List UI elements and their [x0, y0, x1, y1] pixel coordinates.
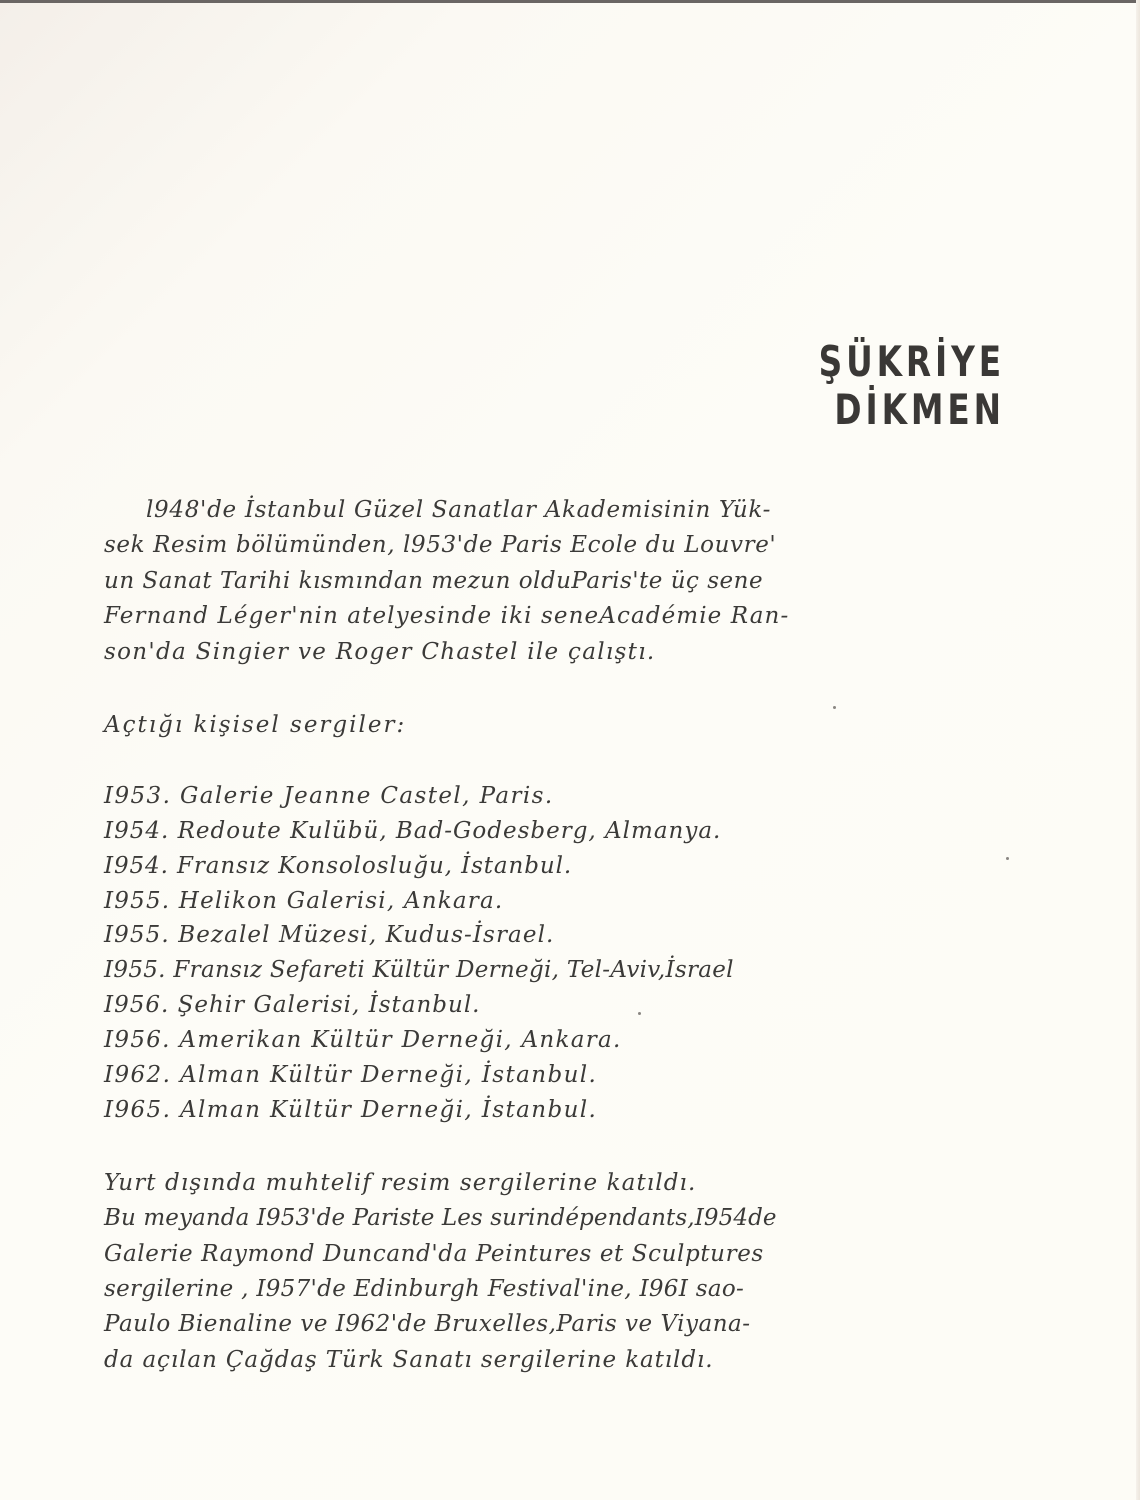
page-top-edge	[0, 0, 1140, 3]
exhibitions-heading: Açtığı kişisel sergiler:	[104, 712, 407, 738]
bio-line: Fernand Léger'nin atelyesinde iki seneAcadémie Ran-	[104, 603, 790, 629]
exhibition-item: I955. Bezalel Müzesi, Kudus-İsrael.	[104, 922, 555, 948]
artist-name-heading	[819, 338, 1005, 434]
exhibition-item: I962. Alman Kültür Derneği, İstanbul.	[104, 1062, 598, 1088]
bio-line: un Sanat Tarihi kısmından mezun olduParis'te üç sene	[104, 568, 764, 594]
page-right-edge	[1136, 0, 1140, 1500]
exhibition-item: I954. Redoute Kulübü, Bad-Godesberg, Almanya.	[104, 818, 722, 844]
exhibition-item: I965. Alman Kültür Derneği, İstanbul.	[104, 1097, 598, 1123]
exhibition-item: I954. Fransız Konsolosluğu, İstanbul.	[104, 853, 573, 879]
bio-line: son'da Singier ve Roger Chastel ile çalıştı.	[104, 639, 656, 665]
group-line: Paulo Bienaline ve I962'de Bruxelles,Paris ve Viyana-	[104, 1311, 751, 1337]
group-line: Yurt dışında muhtelif resim sergilerine katıldı.	[104, 1170, 697, 1196]
group-line: Galerie Raymond Duncand'da Peintures et Sculptures	[104, 1241, 764, 1267]
bio-line: sek Resim bölümünden, l953'de Paris Ecole du Louvre'	[104, 532, 777, 558]
exhibition-item: I955. Helikon Galerisi, Ankara.	[104, 888, 504, 914]
group-line: sergilerine , I957'de Edinburgh Festival'ine, I96I sao-	[104, 1276, 745, 1302]
bio-line: l948'de İstanbul Güzel Sanatlar Akademisinin Yük-	[146, 497, 772, 523]
exhibition-item: I956. Amerikan Kültür Derneği, Ankara.	[104, 1027, 622, 1053]
group-line: Bu meyanda I953'de Pariste Les surindépendants,I954de	[104, 1205, 777, 1231]
exhibition-item: I953. Galerie Jeanne Castel, Paris.	[104, 783, 554, 809]
print-speck	[833, 706, 836, 709]
exhibition-item: I955. Fransız Sefareti Kültür Derneği, Tel-Aviv,İsrael	[104, 957, 734, 983]
print-speck	[1006, 857, 1009, 860]
print-speck	[638, 1012, 641, 1015]
group-line: da açılan Çağdaş Türk Sanatı sergilerine katıldı.	[104, 1347, 714, 1373]
artist-last-name: DİKMEN	[834, 385, 1005, 434]
artist-first-name: ŞÜKRİYE	[818, 337, 1005, 386]
exhibition-item: I956. Şehir Galerisi, İstanbul.	[104, 992, 481, 1018]
